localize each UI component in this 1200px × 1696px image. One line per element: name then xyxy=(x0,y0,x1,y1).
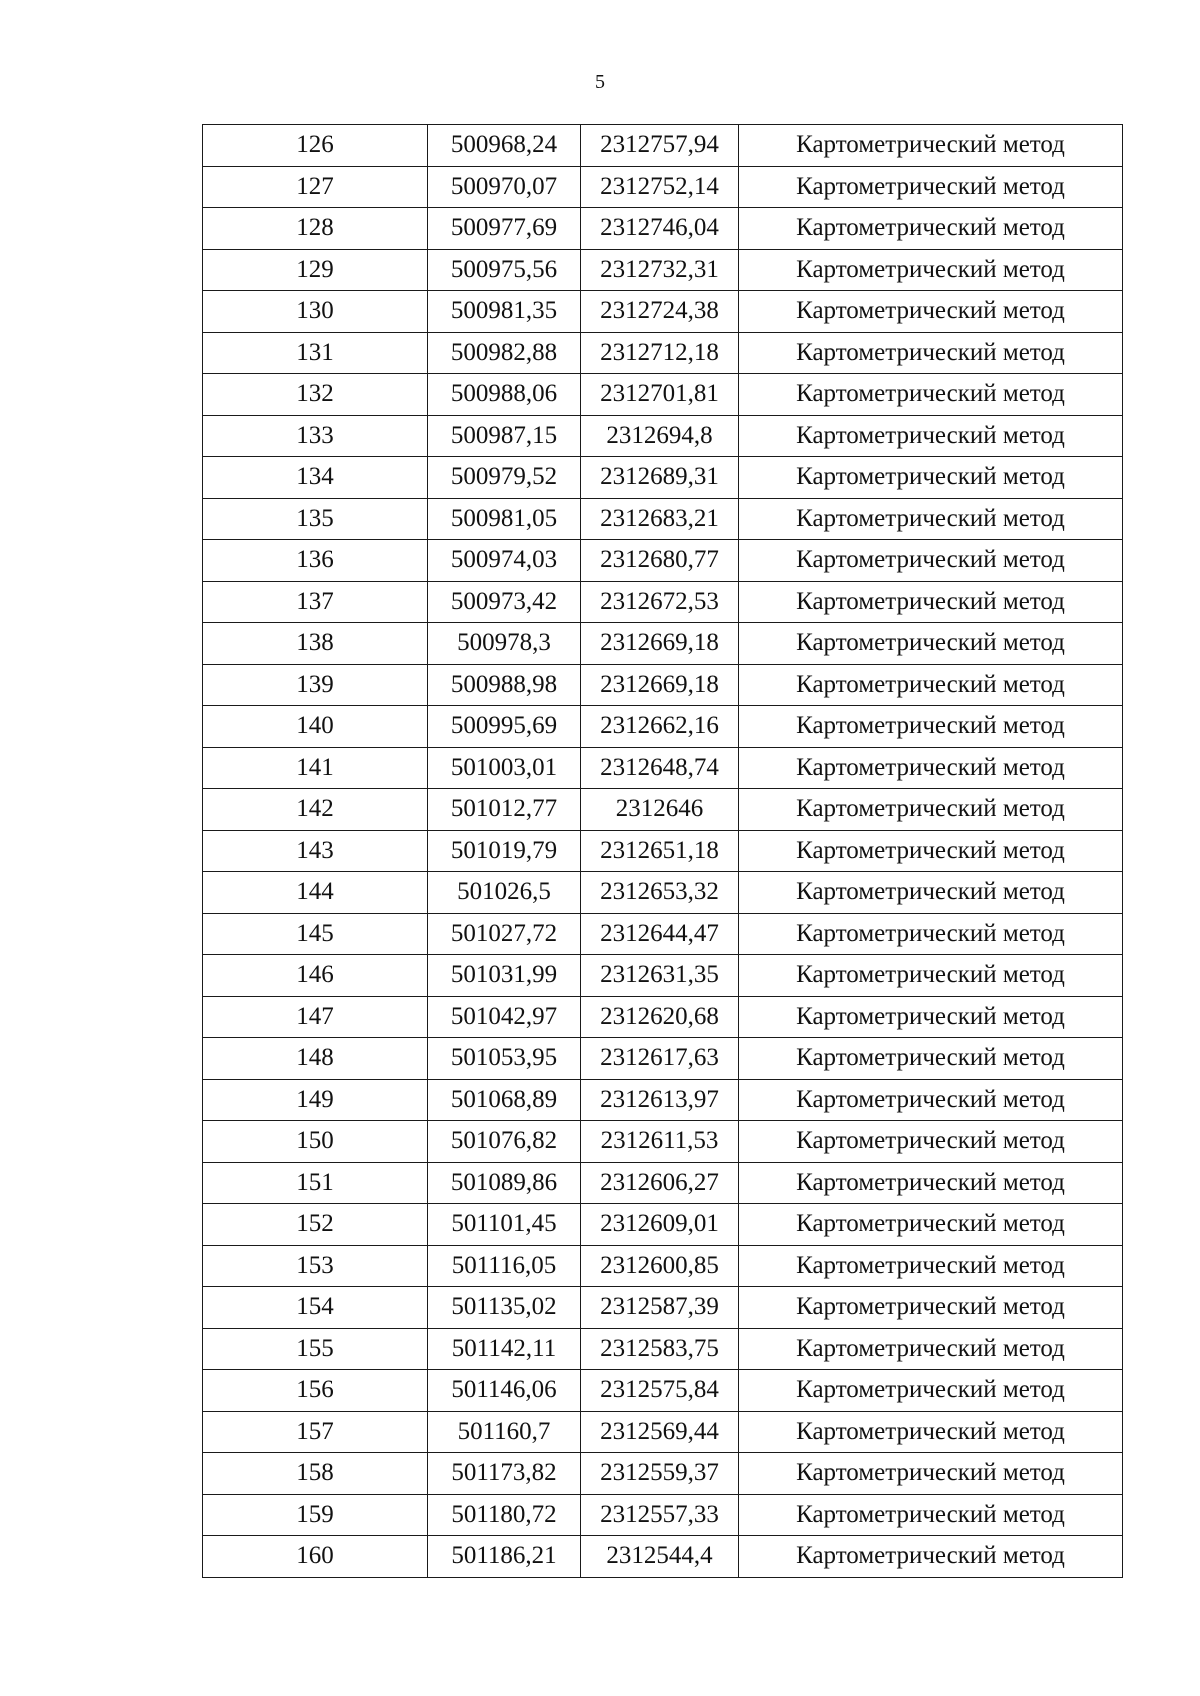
x-coordinate-cell: 501003,01 xyxy=(428,747,581,789)
method-cell: Картометрический метод xyxy=(739,166,1123,208)
x-coordinate-cell: 500988,98 xyxy=(428,664,581,706)
table-row xyxy=(203,457,1123,499)
y-coordinate-cell: 2312732,31 xyxy=(581,249,739,291)
method-cell: Картометрический метод xyxy=(739,1287,1123,1329)
table-row xyxy=(203,1494,1123,1536)
y-coordinate-cell: 2312689,31 xyxy=(581,457,739,499)
point-number-cell: 144 xyxy=(203,872,428,914)
point-number-cell: 159 xyxy=(203,1494,428,1536)
y-coordinate-cell: 2312646 xyxy=(581,789,739,831)
y-coordinate-cell: 2312694,8 xyxy=(581,415,739,457)
y-coordinate-cell: 2312559,37 xyxy=(581,1453,739,1495)
point-number-cell: 139 xyxy=(203,664,428,706)
x-coordinate-cell: 500968,24 xyxy=(428,125,581,167)
x-coordinate-cell: 501012,77 xyxy=(428,789,581,831)
method-cell: Картометрический метод xyxy=(739,581,1123,623)
y-coordinate-cell: 2312680,77 xyxy=(581,540,739,582)
table-row xyxy=(203,706,1123,748)
method-cell: Картометрический метод xyxy=(739,249,1123,291)
table-row xyxy=(203,830,1123,872)
method-cell: Картометрический метод xyxy=(739,1038,1123,1080)
point-number-cell: 153 xyxy=(203,1245,428,1287)
x-coordinate-cell: 500975,56 xyxy=(428,249,581,291)
point-number-cell: 138 xyxy=(203,623,428,665)
point-number-cell: 126 xyxy=(203,125,428,167)
y-coordinate-cell: 2312757,94 xyxy=(581,125,739,167)
method-cell: Картометрический метод xyxy=(739,1370,1123,1412)
method-cell: Картометрический метод xyxy=(739,664,1123,706)
point-number-cell: 132 xyxy=(203,374,428,416)
x-coordinate-cell: 501146,06 xyxy=(428,1370,581,1412)
y-coordinate-cell: 2312648,74 xyxy=(581,747,739,789)
x-coordinate-cell: 501186,21 xyxy=(428,1536,581,1578)
point-number-cell: 140 xyxy=(203,706,428,748)
table-row xyxy=(203,125,1123,167)
y-coordinate-cell: 2312669,18 xyxy=(581,664,739,706)
point-number-cell: 158 xyxy=(203,1453,428,1495)
x-coordinate-cell: 501173,82 xyxy=(428,1453,581,1495)
point-number-cell: 154 xyxy=(203,1287,428,1329)
y-coordinate-cell: 2312611,53 xyxy=(581,1121,739,1163)
table-row xyxy=(203,1453,1123,1495)
point-number-cell: 135 xyxy=(203,498,428,540)
coordinates-table-body xyxy=(203,125,1123,1578)
table-row xyxy=(203,1245,1123,1287)
y-coordinate-cell: 2312631,35 xyxy=(581,955,739,997)
point-number-cell: 152 xyxy=(203,1204,428,1246)
y-coordinate-cell: 2312544,4 xyxy=(581,1536,739,1578)
method-cell: Картометрический метод xyxy=(739,1536,1123,1578)
x-coordinate-cell: 500981,05 xyxy=(428,498,581,540)
point-number-cell: 136 xyxy=(203,540,428,582)
x-coordinate-cell: 500979,52 xyxy=(428,457,581,499)
page-number: 5 xyxy=(595,71,605,93)
y-coordinate-cell: 2312701,81 xyxy=(581,374,739,416)
table-row xyxy=(203,1370,1123,1412)
point-number-cell: 127 xyxy=(203,166,428,208)
method-cell: Картометрический метод xyxy=(739,208,1123,250)
method-cell: Картометрический метод xyxy=(739,457,1123,499)
y-coordinate-cell: 2312746,04 xyxy=(581,208,739,250)
point-number-cell: 133 xyxy=(203,415,428,457)
table-row xyxy=(203,1204,1123,1246)
x-coordinate-cell: 500970,07 xyxy=(428,166,581,208)
y-coordinate-cell: 2312617,63 xyxy=(581,1038,739,1080)
x-coordinate-cell: 500973,42 xyxy=(428,581,581,623)
y-coordinate-cell: 2312653,32 xyxy=(581,872,739,914)
method-cell: Картометрический метод xyxy=(739,830,1123,872)
point-number-cell: 149 xyxy=(203,1079,428,1121)
table-row xyxy=(203,374,1123,416)
y-coordinate-cell: 2312583,75 xyxy=(581,1328,739,1370)
y-coordinate-cell: 2312724,38 xyxy=(581,291,739,333)
x-coordinate-cell: 501076,82 xyxy=(428,1121,581,1163)
table-row xyxy=(203,498,1123,540)
point-number-cell: 150 xyxy=(203,1121,428,1163)
y-coordinate-cell: 2312609,01 xyxy=(581,1204,739,1246)
table-row xyxy=(203,789,1123,831)
table-row xyxy=(203,747,1123,789)
y-coordinate-cell: 2312587,39 xyxy=(581,1287,739,1329)
x-coordinate-cell: 501116,05 xyxy=(428,1245,581,1287)
point-number-cell: 129 xyxy=(203,249,428,291)
y-coordinate-cell: 2312712,18 xyxy=(581,332,739,374)
x-coordinate-cell: 500987,15 xyxy=(428,415,581,457)
y-coordinate-cell: 2312644,47 xyxy=(581,913,739,955)
point-number-cell: 141 xyxy=(203,747,428,789)
table-row xyxy=(203,1079,1123,1121)
method-cell: Картометрический метод xyxy=(739,1079,1123,1121)
point-number-cell: 131 xyxy=(203,332,428,374)
x-coordinate-cell: 501160,7 xyxy=(428,1411,581,1453)
method-cell: Картометрический метод xyxy=(739,996,1123,1038)
method-cell: Картометрический метод xyxy=(739,332,1123,374)
method-cell: Картометрический метод xyxy=(739,125,1123,167)
x-coordinate-cell: 501068,89 xyxy=(428,1079,581,1121)
x-coordinate-cell: 501142,11 xyxy=(428,1328,581,1370)
method-cell: Картометрический метод xyxy=(739,872,1123,914)
table-row xyxy=(203,1411,1123,1453)
x-coordinate-cell: 500981,35 xyxy=(428,291,581,333)
point-number-cell: 156 xyxy=(203,1370,428,1412)
point-number-cell: 157 xyxy=(203,1411,428,1453)
x-coordinate-cell: 500977,69 xyxy=(428,208,581,250)
table-row xyxy=(203,1038,1123,1080)
table-row xyxy=(203,1287,1123,1329)
table-row xyxy=(203,166,1123,208)
y-coordinate-cell: 2312606,27 xyxy=(581,1162,739,1204)
method-cell: Картометрический метод xyxy=(739,291,1123,333)
point-number-cell: 145 xyxy=(203,913,428,955)
x-coordinate-cell: 501031,99 xyxy=(428,955,581,997)
table-row xyxy=(203,332,1123,374)
point-number-cell: 143 xyxy=(203,830,428,872)
method-cell: Картометрический метод xyxy=(739,913,1123,955)
table-row xyxy=(203,872,1123,914)
method-cell: Картометрический метод xyxy=(739,955,1123,997)
method-cell: Картометрический метод xyxy=(739,1453,1123,1495)
y-coordinate-cell: 2312752,14 xyxy=(581,166,739,208)
method-cell: Картометрический метод xyxy=(739,415,1123,457)
table-row xyxy=(203,1162,1123,1204)
table-row xyxy=(203,291,1123,333)
point-number-cell: 146 xyxy=(203,955,428,997)
y-coordinate-cell: 2312600,85 xyxy=(581,1245,739,1287)
x-coordinate-cell: 501180,72 xyxy=(428,1494,581,1536)
method-cell: Картометрический метод xyxy=(739,1121,1123,1163)
x-coordinate-cell: 501053,95 xyxy=(428,1038,581,1080)
x-coordinate-cell: 501026,5 xyxy=(428,872,581,914)
point-number-cell: 160 xyxy=(203,1536,428,1578)
x-coordinate-cell: 500988,06 xyxy=(428,374,581,416)
table-row xyxy=(203,1121,1123,1163)
table-row xyxy=(203,415,1123,457)
coordinates-table xyxy=(202,124,1123,1578)
table-row xyxy=(203,540,1123,582)
method-cell: Картометрический метод xyxy=(739,747,1123,789)
x-coordinate-cell: 501042,97 xyxy=(428,996,581,1038)
x-coordinate-cell: 500982,88 xyxy=(428,332,581,374)
table-row xyxy=(203,249,1123,291)
point-number-cell: 128 xyxy=(203,208,428,250)
point-number-cell: 130 xyxy=(203,291,428,333)
y-coordinate-cell: 2312651,18 xyxy=(581,830,739,872)
y-coordinate-cell: 2312557,33 xyxy=(581,1494,739,1536)
table-row xyxy=(203,623,1123,665)
method-cell: Картометрический метод xyxy=(739,706,1123,748)
point-number-cell: 148 xyxy=(203,1038,428,1080)
table-row xyxy=(203,1536,1123,1578)
x-coordinate-cell: 501101,45 xyxy=(428,1204,581,1246)
y-coordinate-cell: 2312672,53 xyxy=(581,581,739,623)
x-coordinate-cell: 501135,02 xyxy=(428,1287,581,1329)
x-coordinate-cell: 500978,3 xyxy=(428,623,581,665)
y-coordinate-cell: 2312613,97 xyxy=(581,1079,739,1121)
method-cell: Картометрический метод xyxy=(739,1162,1123,1204)
point-number-cell: 147 xyxy=(203,996,428,1038)
method-cell: Картометрический метод xyxy=(739,1411,1123,1453)
point-number-cell: 155 xyxy=(203,1328,428,1370)
table-row xyxy=(203,664,1123,706)
method-cell: Картометрический метод xyxy=(739,1245,1123,1287)
y-coordinate-cell: 2312620,68 xyxy=(581,996,739,1038)
method-cell: Картометрический метод xyxy=(739,1494,1123,1536)
point-number-cell: 151 xyxy=(203,1162,428,1204)
method-cell: Картометрический метод xyxy=(739,789,1123,831)
table-row xyxy=(203,581,1123,623)
x-coordinate-cell: 500995,69 xyxy=(428,706,581,748)
method-cell: Картометрический метод xyxy=(739,374,1123,416)
y-coordinate-cell: 2312662,16 xyxy=(581,706,739,748)
point-number-cell: 137 xyxy=(203,581,428,623)
y-coordinate-cell: 2312669,18 xyxy=(581,623,739,665)
table-row xyxy=(203,208,1123,250)
method-cell: Картометрический метод xyxy=(739,1328,1123,1370)
x-coordinate-cell: 501027,72 xyxy=(428,913,581,955)
point-number-cell: 142 xyxy=(203,789,428,831)
y-coordinate-cell: 2312683,21 xyxy=(581,498,739,540)
table-row xyxy=(203,1328,1123,1370)
y-coordinate-cell: 2312569,44 xyxy=(581,1411,739,1453)
method-cell: Картометрический метод xyxy=(739,623,1123,665)
method-cell: Картометрический метод xyxy=(739,498,1123,540)
table-row xyxy=(203,955,1123,997)
y-coordinate-cell: 2312575,84 xyxy=(581,1370,739,1412)
method-cell: Картометрический метод xyxy=(739,540,1123,582)
x-coordinate-cell: 501089,86 xyxy=(428,1162,581,1204)
method-cell: Картометрический метод xyxy=(739,1204,1123,1246)
table-row xyxy=(203,913,1123,955)
x-coordinate-cell: 500974,03 xyxy=(428,540,581,582)
x-coordinate-cell: 501019,79 xyxy=(428,830,581,872)
point-number-cell: 134 xyxy=(203,457,428,499)
table-row xyxy=(203,996,1123,1038)
